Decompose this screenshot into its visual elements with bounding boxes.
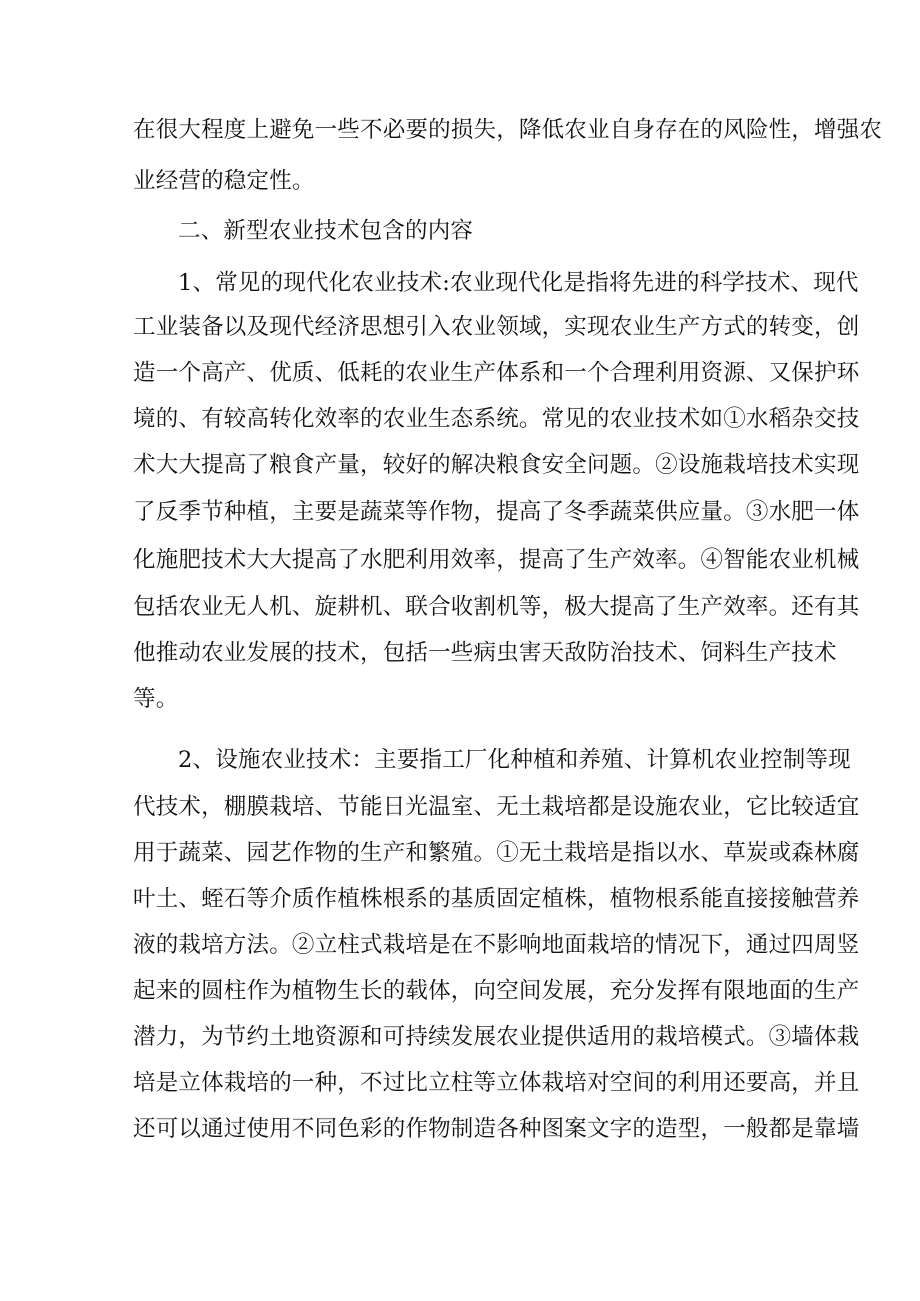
text-line: 包括农业无人机、旋耕机、联合收割机等，极大提高了生产效率。还有其 xyxy=(133,594,860,620)
text-line: 2、设施农业技术：主要指工厂化种植和养殖、计算机农业控制等现 xyxy=(178,747,851,773)
text-line: 叶土、蛭石等介质作植株根系的基质固定植株，植物根系能直接接触营养 xyxy=(133,886,860,912)
text-line: 还可以通过使用不同色彩的作物制造各种图案文字的造型，一般都是靠墙 xyxy=(133,1116,860,1142)
text-line: 代技术，棚膜栽培、节能日光温室、无土栽培都是设施农业，它比较适宜 xyxy=(133,794,860,820)
text-line: 工业装备以及现代经济思想引入农业领域，实现农业生产方式的转变，创 xyxy=(133,314,860,340)
text-line: 液的栽培方法。②立柱式栽培是在不影响地面栽培的情况下，通过四周竖 xyxy=(133,932,860,958)
text-line: 化施肥技术大大提高了水肥利用效率，提高了生产效率。④智能农业机械 xyxy=(133,547,860,573)
text-line: 潜力，为节约土地资源和可持续发展农业提供适用的栽培模式。③墙体栽 xyxy=(133,1024,860,1050)
text-line: 起来的圆柱作为植物生长的载体，向空间发展，充分发挥有限地面的生产 xyxy=(133,978,860,1004)
text-line: 造一个高产、优质、低耗的农业生产体系和一个合理利用资源、又保护环 xyxy=(133,360,860,386)
section-heading: 二、新型农业技术包含的内容 xyxy=(178,218,474,244)
text-line: 等。 xyxy=(133,686,179,712)
text-line: 在很大程度上避免一些不必要的损失，降低农业自身存在的风险性，增强农 xyxy=(133,117,883,143)
text-line: 用于蔬菜、园艺作物的生产和繁殖。①无土栽培是指以水、草炭或森林腐 xyxy=(133,840,860,866)
text-line: 术大大提高了粮食产量，较好的解决粮食安全问题。②设施栽培技术实现 xyxy=(133,452,860,478)
text-line: 境的、有较高转化效率的农业生态系统。常见的农业技术如①水稻杂交技 xyxy=(133,406,860,432)
text-line: 1、常见的现代化农业技术:农业现代化是指将先进的科学技术、现代 xyxy=(178,270,859,296)
text-line: 培是立体栽培的一种，不过比立柱等立体栽培对空间的利用还要高，并且 xyxy=(133,1070,860,1096)
text-line: 业经营的稳定性。 xyxy=(133,168,315,194)
text-line: 了反季节种植，主要是蔬菜等作物，提高了冬季蔬菜供应量。③水肥一体 xyxy=(133,499,860,525)
text-line: 他推动农业发展的技术，包括一些病虫害天敌防治技术、饲料生产技术 xyxy=(133,640,837,666)
